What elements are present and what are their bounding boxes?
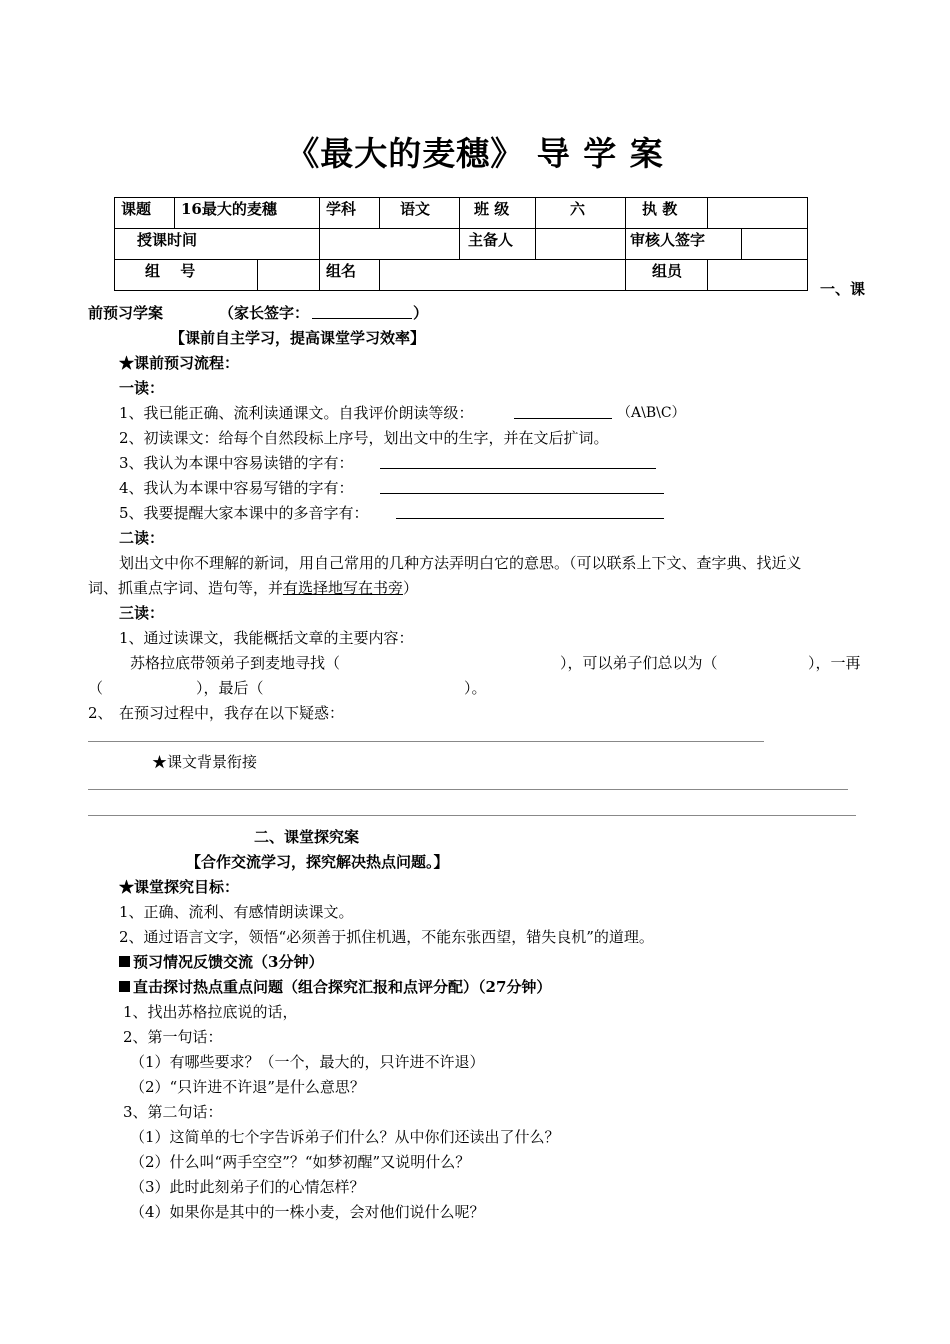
parent-sign-end: ）: [413, 304, 429, 322]
read1-item: 2、初读课文：给每个自然段标上序号，划出文中的生字，并在文后扩词。: [119, 429, 609, 447]
answer-line[interactable]: [380, 493, 664, 494]
discuss-text: 直击探讨热点重点问题（组合探究汇报和点评分配）（27分钟）: [133, 978, 552, 996]
lesson-info-table: [114, 197, 808, 291]
square-bullet-icon: [119, 981, 130, 992]
goal-item: 1、正确、流利、有感情朗读课文。: [119, 903, 354, 921]
read3-title: 三读：: [119, 604, 165, 622]
table-cell: [626, 229, 808, 260]
table-cell[interactable]: [708, 198, 808, 229]
preview-process-title: ★课前预习流程：: [119, 354, 240, 372]
table-cell[interactable]: [536, 229, 626, 260]
section2-motto: 【合作交流学习，探究解决热点问题。】: [186, 853, 449, 871]
reviewer-sign-field[interactable]: [742, 229, 807, 259]
read1-item: 1、我已能正确、流利读通课文。自我评价朗读等级：: [119, 404, 474, 422]
question: 1、找出苏格拉底说的话，: [123, 1003, 298, 1021]
answer-line[interactable]: [88, 815, 856, 816]
group-members-field[interactable]: [708, 260, 808, 291]
self-rating-line[interactable]: [514, 418, 612, 419]
summary-fill: ），最后（: [196, 679, 264, 697]
parent-sign-line[interactable]: [312, 318, 412, 319]
table-cell: 六: [536, 198, 626, 229]
table-cell: 授课时间: [115, 229, 320, 260]
read1-item: 4、我认为本课中容易写错的字有：: [119, 479, 354, 497]
table-row: [115, 229, 808, 260]
group-name-field[interactable]: [380, 260, 626, 291]
table-cell: 班 级: [460, 198, 536, 229]
read3-item: 在预习过程中，我存在以下疑惑：: [119, 704, 345, 722]
table-cell: 语文: [380, 198, 460, 229]
read3-item: 1、通过读课文，我能概括文章的主要内容：: [119, 629, 414, 647]
read2-text-part: ）: [403, 579, 419, 597]
sub-question: （2）“只许进不许退”是什么意思？: [130, 1078, 365, 1096]
square-bullet-icon: [119, 956, 130, 967]
parent-sign-label: （家长签字：: [219, 304, 310, 322]
table-cell: 学科: [320, 198, 380, 229]
section1-heading-start: 一、课: [820, 280, 866, 298]
read1-item: 3、我认为本课中容易读错的字有：: [119, 454, 354, 472]
table-cell: 16最大的麦穗: [175, 198, 320, 229]
table-cell: 执 教: [626, 198, 708, 229]
summary-fill: （: [88, 679, 104, 697]
table-cell: 组员: [626, 260, 708, 291]
read3-item-number: 2、: [88, 704, 113, 722]
feedback-text: 预习情况反馈交流（3分钟）: [133, 953, 324, 971]
table-cell: [115, 260, 320, 291]
reviewer-sign-label: 审核人签字: [626, 229, 742, 259]
read2-text-part: 词、抓重点字词、造句等，并: [88, 579, 284, 597]
feedback-heading: [119, 951, 323, 972]
read2-text: [88, 577, 418, 598]
read1-item: 5、我要提醒大家本课中的多音字有：: [119, 504, 369, 522]
answer-line[interactable]: [380, 468, 656, 469]
table-cell[interactable]: [320, 229, 460, 260]
table-cell: 组名: [320, 260, 380, 291]
sub-question: （2）什么叫“两手空空”？“如梦初醒”又说明什么？: [130, 1153, 471, 1171]
read2-title: 二读：: [119, 529, 165, 547]
table-row: [115, 198, 808, 229]
summary-fill: ）。: [464, 679, 487, 697]
read2-text: 划出文中你不理解的新词，用自己常用的几种方法弄明白它的意思。（可以联系上下文、查字典、找近义: [119, 554, 802, 572]
background-title: ★课文背景衔接: [152, 753, 258, 771]
section1-motto: 【课前自主学习，提高课堂学习效率】: [170, 329, 426, 347]
rating-options: （A\B\C）: [617, 405, 686, 421]
answer-line[interactable]: [88, 741, 764, 742]
group-number-label: 组 号: [115, 260, 258, 290]
section1-heading: 前预习学案: [88, 304, 164, 322]
answer-line[interactable]: [396, 518, 664, 519]
section2-heading: 二、课堂探究案: [254, 828, 360, 846]
summary-fill: ），一再: [808, 654, 861, 672]
table-cell: 课题: [115, 198, 175, 229]
read1-title: 一读：: [119, 379, 165, 397]
sub-question: （1）这简单的七个字告诉弟子们什么？从中你们还读出了什么？: [130, 1128, 560, 1146]
goal-item: 2、通过语言文字，领悟“必须善于抓住机遇，不能东张西望，错失良机”的道理。: [119, 928, 654, 946]
group-number-field[interactable]: [258, 260, 319, 290]
question: 2、第一句话：: [123, 1028, 223, 1046]
read2-underlined: 有选择地写在书旁: [283, 579, 404, 597]
table-cell: 主备人: [460, 229, 536, 260]
sub-question: （4）如果你是其中的一株小麦，会对他们说什么呢？: [130, 1203, 485, 1221]
page-title: 《最大的麦穗》 导 学 案: [286, 134, 664, 173]
sub-question: （1）有哪些要求？（一个，最大的，只许进不许退）: [130, 1053, 485, 1071]
summary-fill: 苏格拉底带领弟子到麦地寻找（: [130, 654, 341, 672]
discuss-heading: [119, 976, 551, 997]
summary-fill: ），可以弟子们总以为（: [560, 654, 718, 672]
answer-line[interactable]: [88, 789, 848, 790]
class-goal-title: ★课堂探究目标：: [119, 878, 240, 896]
table-row: [115, 260, 808, 291]
sub-question: （3）此时此刻弟子们的心情怎样？: [130, 1178, 365, 1196]
question: 3、第二句话：: [123, 1103, 223, 1121]
